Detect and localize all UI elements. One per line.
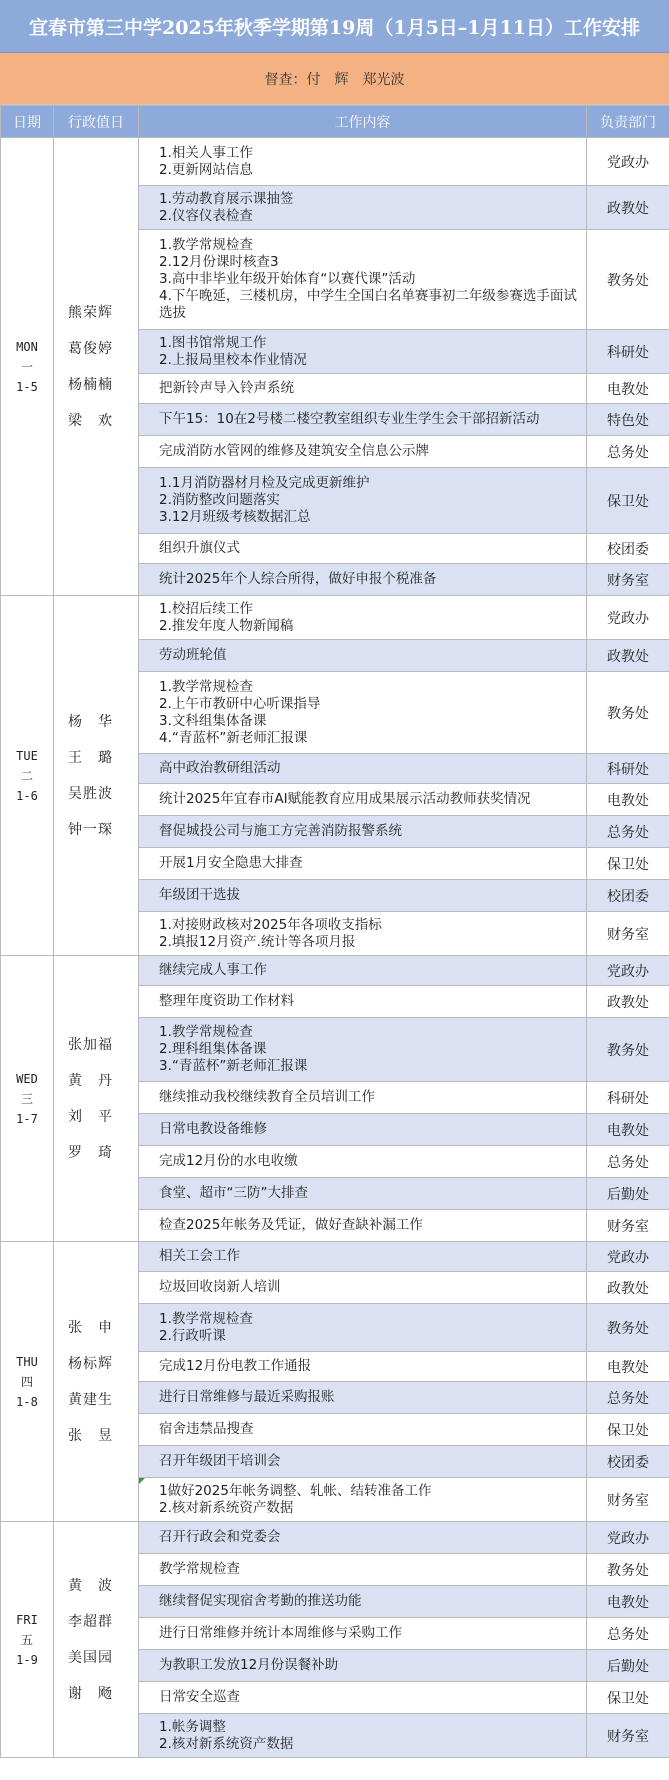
content-line: 3.文科组集体备课 (159, 712, 267, 729)
content-line: 为教职工发放12月份误餐补助 (159, 1657, 339, 1673)
content-line: 1.相关人事工作 (159, 144, 253, 161)
content-line: 1.校招后续工作 (159, 600, 253, 617)
responsible-dept: 保卫处 (587, 848, 669, 880)
header-duty: 行政值日 (54, 106, 139, 138)
duty-person: 杨 华 (68, 713, 113, 730)
day-date: 1-6 (16, 788, 38, 803)
work-content (139, 640, 587, 672)
responsible-dept: 科研处 (587, 754, 669, 784)
work-content (139, 404, 587, 436)
responsible-dept: 政教处 (587, 1272, 669, 1304)
supervisor-line: 督查：付 辉 郑光波 (0, 53, 669, 105)
content-line: 3.“青蓝杯”新老师汇报课 (159, 1058, 308, 1074)
duty-person: 黄建生 (68, 1391, 113, 1408)
content-line: 4.“青蓝杯”新老师汇报课 (159, 729, 308, 746)
work-content (139, 186, 587, 230)
responsible-dept: 电教处 (587, 1586, 669, 1618)
content-line: 2.填报12月资产.统计等各项月报 (159, 933, 356, 950)
content-line: 3.高中非毕业年级开始体育“以赛代课”活动 (159, 271, 416, 287)
duty-person: 葛俊婷 (68, 340, 113, 357)
work-content (139, 1304, 587, 1352)
content-line: 1.对接财政核对2025年各项收支指标 (159, 916, 382, 933)
duty-person: 谢 飏 (68, 1685, 113, 1702)
duty-person: 李超群 (68, 1613, 113, 1630)
day-abbr: WED (16, 1071, 38, 1086)
content-line: 召开年级团干培训会 (159, 1453, 281, 1469)
work-content (139, 534, 587, 564)
work-content (139, 816, 587, 848)
work-content (139, 1682, 587, 1714)
responsible-dept: 党政办 (587, 138, 669, 186)
responsible-dept: 政教处 (587, 640, 669, 672)
day-cn: 四 (20, 1374, 33, 1389)
day-cn: 二 (20, 768, 33, 783)
content-line: 2.理科组集体备课 (159, 1041, 267, 1057)
duty-person: 吴胜波 (68, 785, 113, 802)
content-line: 宿舍违禁品搜查 (159, 1421, 254, 1437)
work-content (139, 880, 587, 912)
responsible-dept: 教务处 (587, 1554, 669, 1586)
day-cell (1, 1522, 54, 1758)
work-content (139, 784, 587, 816)
work-content (139, 596, 587, 640)
table-row (1, 956, 669, 986)
content-line: 日常电教设备维修 (159, 1121, 267, 1137)
content-line: 统计2025年个人综合所得，做好申报个税准备 (159, 571, 437, 587)
duty-person: 罗 琦 (68, 1144, 113, 1161)
content-line: 2.上午市教研中心听课指导 (159, 695, 321, 712)
day-cell (1, 138, 54, 596)
day-cn: 五 (20, 1632, 33, 1647)
responsible-dept: 党政办 (587, 596, 669, 640)
content-line: 2.上报局里校本作业情况 (159, 351, 307, 368)
content-line: 2.更新网站信息 (159, 161, 253, 178)
table-row (1, 138, 669, 186)
responsible-dept: 政教处 (587, 186, 669, 230)
responsible-dept: 政教处 (587, 986, 669, 1018)
content-line: 4.下午晚延，三楼机房，中学生全国白名单赛事初二年级参赛选手面试选拔 (159, 288, 577, 321)
work-content (139, 1210, 587, 1242)
responsible-dept: 财务室 (587, 1714, 669, 1758)
duty-person: 黄 波 (68, 1577, 113, 1594)
work-content (139, 956, 587, 986)
content-line: 2.消防整改问题落实 (159, 492, 280, 508)
responsible-dept: 保卫处 (587, 1682, 669, 1714)
responsible-dept: 财务室 (587, 1478, 669, 1522)
responsible-dept: 科研处 (587, 1082, 669, 1114)
responsible-dept: 教务处 (587, 1018, 669, 1082)
work-content (139, 912, 587, 956)
duty-cell (54, 1242, 139, 1522)
responsible-dept: 教务处 (587, 672, 669, 754)
work-content (139, 1018, 587, 1082)
day-abbr: MON (16, 339, 38, 354)
content-line: 2.核对新系统资产数据 (159, 1735, 294, 1752)
duty-person: 黄 丹 (68, 1072, 113, 1089)
responsible-dept: 校团委 (587, 534, 669, 564)
content-line: 1.教学常规检查 (159, 237, 253, 253)
content-line: 整理年度资助工作材料 (159, 993, 294, 1009)
content-line: 1.帐务调整 (159, 1718, 226, 1735)
content-line: 2.行政听课 (159, 1327, 226, 1344)
work-content (139, 848, 587, 880)
work-content (139, 1586, 587, 1618)
content-line: 统计2025年宜春市AI赋能教育应用成果展示活动教师获奖情况 (159, 791, 531, 807)
responsible-dept: 科研处 (587, 330, 669, 374)
work-content (139, 138, 587, 186)
content-line: 继续完成人事工作 (159, 962, 267, 978)
responsible-dept: 电教处 (587, 1352, 669, 1382)
duty-person: 张加福 (68, 1036, 113, 1053)
day-cell (1, 596, 54, 956)
day-date: 1-8 (16, 1394, 38, 1409)
responsible-dept: 总务处 (587, 816, 669, 848)
header-content: 工作内容 (139, 106, 587, 138)
content-line: 相关工会工作 (159, 1248, 240, 1264)
header-date: 日期 (1, 106, 54, 138)
table-row (1, 1242, 669, 1272)
work-content (139, 1618, 587, 1650)
content-line: 召开行政会和党委会 (159, 1529, 281, 1545)
content-line: 3.12月班级考核数据汇总 (159, 509, 311, 525)
work-content (139, 672, 587, 754)
content-line: 2.核对新系统资产数据 (159, 1499, 294, 1516)
work-content (139, 1146, 587, 1178)
duty-person: 熊荣辉 (68, 304, 113, 321)
day-date: 1-7 (16, 1111, 38, 1126)
work-content (139, 1272, 587, 1304)
content-line: 检查2025年帐务及凭证，做好查缺补漏工作 (159, 1217, 423, 1233)
responsible-dept: 财务室 (587, 912, 669, 956)
content-line: 继续推动我校继续教育全员培训工作 (159, 1089, 375, 1105)
content-line: 组织升旗仪式 (159, 540, 240, 556)
work-content (139, 1178, 587, 1210)
content-line: 日常安全巡查 (159, 1689, 240, 1705)
content-line: 督促城投公司与施工方完善消防报警系统 (159, 823, 402, 839)
content-line: 1.劳动教育展示课抽签 (159, 190, 294, 207)
work-content (139, 1714, 587, 1758)
responsible-dept: 校团委 (587, 880, 669, 912)
content-line: 教学常规检查 (159, 1561, 240, 1577)
work-content (139, 230, 587, 330)
work-content (139, 1082, 587, 1114)
work-content (139, 754, 587, 784)
work-content (139, 374, 587, 404)
content-line: 2.仪容仪表检查 (159, 207, 253, 224)
day-cn: 三 (20, 1091, 33, 1106)
content-line: 高中政治教研组活动 (159, 760, 281, 776)
responsible-dept: 后勤处 (587, 1178, 669, 1210)
duty-cell (54, 956, 139, 1242)
table-row (1, 1522, 669, 1554)
duty-person: 美国园 (68, 1649, 113, 1666)
responsible-dept: 电教处 (587, 374, 669, 404)
responsible-dept: 校团委 (587, 1446, 669, 1478)
responsible-dept: 财务室 (587, 1210, 669, 1242)
duty-person: 杨楠楠 (68, 376, 113, 393)
duty-cell (54, 138, 139, 596)
content-line: 2.12月份课时核查3 (159, 254, 279, 270)
content-line: 完成12月份的水电收缴 (159, 1153, 298, 1169)
responsible-dept: 特色处 (587, 404, 669, 436)
content-line: 开展1月安全隐患大排查 (159, 855, 303, 871)
content-line: 进行日常维修并统计本周维修与采购工作 (159, 1625, 402, 1641)
duty-person: 杨标辉 (68, 1355, 113, 1372)
duty-person: 梁 欢 (68, 412, 113, 429)
table-row (1, 596, 669, 640)
work-content (139, 1114, 587, 1146)
content-line: 继续督促实现宿舍考勤的推送功能 (159, 1593, 362, 1609)
responsible-dept: 教务处 (587, 230, 669, 330)
duty-person: 钟一琛 (68, 821, 113, 838)
work-content (139, 1352, 587, 1382)
work-content (139, 1554, 587, 1586)
responsible-dept: 党政办 (587, 1242, 669, 1272)
work-content (139, 1522, 587, 1554)
page-title: 宜春市第三中学2025年秋季学期第19周（1月5日–1月11日）工作安排 (0, 0, 669, 53)
header-dept: 负责部门 (587, 106, 669, 138)
responsible-dept: 教务处 (587, 1304, 669, 1352)
responsible-dept: 保卫处 (587, 1414, 669, 1446)
responsible-dept: 保卫处 (587, 468, 669, 534)
responsible-dept: 党政办 (587, 956, 669, 986)
work-content (139, 1650, 587, 1682)
responsible-dept: 总务处 (587, 1618, 669, 1650)
work-content (139, 1478, 587, 1522)
day-abbr: FRI (16, 1612, 38, 1627)
work-content (139, 564, 587, 596)
responsible-dept: 电教处 (587, 784, 669, 816)
day-date: 1-9 (16, 1652, 38, 1667)
responsible-dept: 总务处 (587, 436, 669, 468)
content-line: 1.教学常规检查 (159, 1024, 253, 1040)
day-abbr: THU (16, 1354, 38, 1369)
day-cn: 一 (20, 359, 33, 374)
work-content (139, 468, 587, 534)
content-line: 1.图书馆常规工作 (159, 334, 267, 351)
responsible-dept: 财务室 (587, 564, 669, 596)
content-line: 年级团干选拔 (159, 887, 240, 903)
work-content (139, 330, 587, 374)
content-line: 完成12月份电教工作通报 (159, 1358, 312, 1374)
responsible-dept: 总务处 (587, 1382, 669, 1414)
content-line: 1.1月消防器材月检及完成更新维护 (159, 475, 370, 491)
work-content (139, 986, 587, 1018)
day-cell (1, 956, 54, 1242)
content-line: 垃圾回收岗新人培训 (159, 1279, 281, 1295)
schedule-body (1, 138, 669, 1758)
duty-cell (54, 596, 139, 956)
day-date: 1-5 (16, 379, 38, 394)
work-content (139, 436, 587, 468)
duty-person: 刘 平 (68, 1108, 113, 1125)
duty-person: 张 申 (68, 1319, 113, 1336)
content-line: 1.教学常规检查 (159, 1310, 253, 1327)
content-line: 劳动班轮值 (159, 647, 227, 663)
day-abbr: TUE (16, 748, 38, 763)
responsible-dept: 总务处 (587, 1146, 669, 1178)
responsible-dept: 后勤处 (587, 1650, 669, 1682)
header-row (1, 106, 669, 138)
work-content (139, 1414, 587, 1446)
duty-person: 张 昱 (68, 1427, 113, 1444)
responsible-dept: 电教处 (587, 1114, 669, 1146)
schedule-table (0, 105, 669, 1758)
content-line: 2.推发年度人物新闻稿 (159, 617, 294, 634)
day-cell (1, 1242, 54, 1522)
content-line: 进行日常维修与最近采购报账 (159, 1389, 335, 1405)
duty-cell (54, 1522, 139, 1758)
content-line: 下午15：10在2号楼二楼空教室组织专业生学生会干部招新活动 (159, 411, 540, 427)
work-content (139, 1446, 587, 1478)
content-line: 1.教学常规检查 (159, 678, 253, 695)
work-content (139, 1242, 587, 1272)
content-line: 食堂、超市“三防”大排查 (159, 1185, 308, 1201)
duty-person: 王 璐 (68, 749, 113, 766)
content-line: 1做好2025年帐务调整、轧帐、结转准备工作 (159, 1482, 432, 1499)
content-line: 完成消防水管网的维修及建筑安全信息公示牌 (159, 443, 429, 459)
work-content (139, 1382, 587, 1414)
content-line: 把新铃声导入铃声系统 (159, 380, 294, 396)
responsible-dept: 党政办 (587, 1522, 669, 1554)
